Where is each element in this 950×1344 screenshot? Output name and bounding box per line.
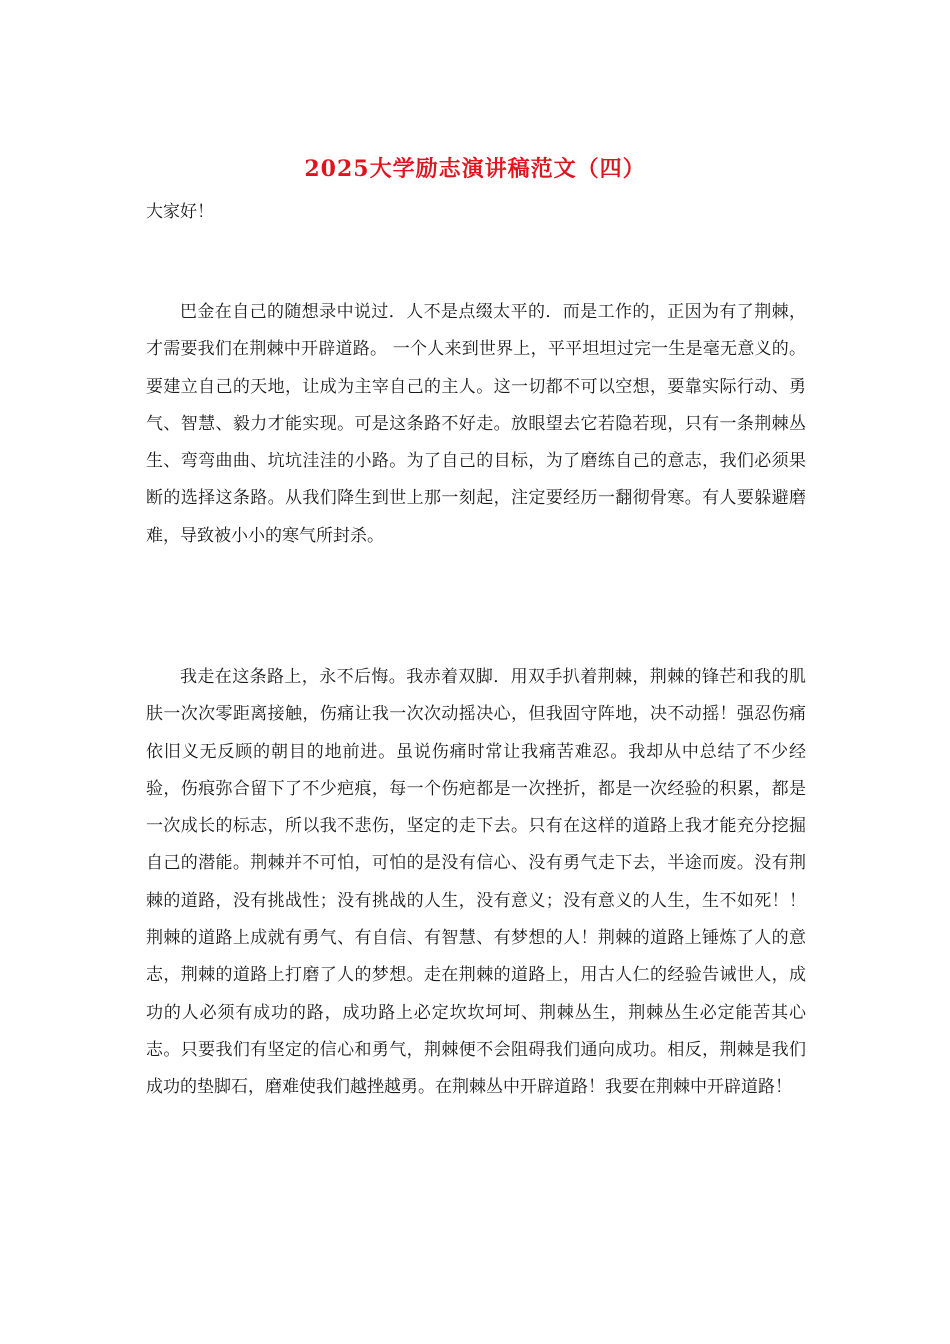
greeting-text: 大家好！: [146, 202, 214, 222]
paragraph-2: 我走在这条路上，永不后悔。我赤着双脚．用双手扒着荆棘，荆棘的锋芒和我的肌肤一次次零距离接触，伤痛让我一次次动摇决心，但我固守阵地，决不动摇！强忍伤痛依旧义无反顾的朝目的地前进。虽说伤痛时常让我痛苦难忍。我却从中总结了不少经验，伤痕弥合留下了不少疤痕，每一个伤疤都是一次挫折，都是一次经验的积累，都是一次成长的标志，所以我不悲伤，坚定的走下去。只有在这样的道路上我才能充分挖掘自己的潜能。荆棘并不可怕，可怕的是没有信心、没有勇气走下去，半途而废。没有荆棘的道路，没有挑战性；没有挑战的人生，没有意义；没有意义的人生，生不如死！！荆棘的道路上成就有勇气、有自信、有智慧、有梦想的人！荆棘的道路上锤炼了人的意志，荆棘的道路上打磨了人的梦想。走在荆棘的道路上，用古人仁的经验告诫世人，成功的人必须有成功的路，成功路上必定坎坎坷坷、荆棘丛生，荆棘丛生必定能苦其心志。只要我们有坚定的信心和勇气，荆棘便不会阻碍我们通向成功。相反，荆棘是我们成功的垫脚石，磨难使我们越挫越勇。在荆棘丛中开辟道路！我要在荆棘中开辟道路！: [146, 667, 806, 1098]
paragraph-1: 巴金在自己的随想录中说过．人不是点缀太平的．而是工作的，正因为有了荆棘，才需要我们在荆棘中开辟道路。 一个人来到世界上，平平坦坦过完一生是毫无意义的。要建立自己的天地，让成为主宰自己的主人。这一切都不可以空想，要靠实际行动、勇气、智慧、毅力才能实现。可是这条路不好走。放眼望去它若隐若现，只有一条荆棘丛生、弯弯曲曲、坑坑洼洼的小路。为了自己的目标，为了磨练自己的意志，我们必须果断的选择这条路。从我们降生到世上那一刻起，注定要经历一翻彻骨寒。有人要躲避磨难，导致被小小的寒气所封杀。: [146, 302, 806, 546]
document-title: 2025大学励志演讲稿范文（四）: [304, 156, 646, 182]
